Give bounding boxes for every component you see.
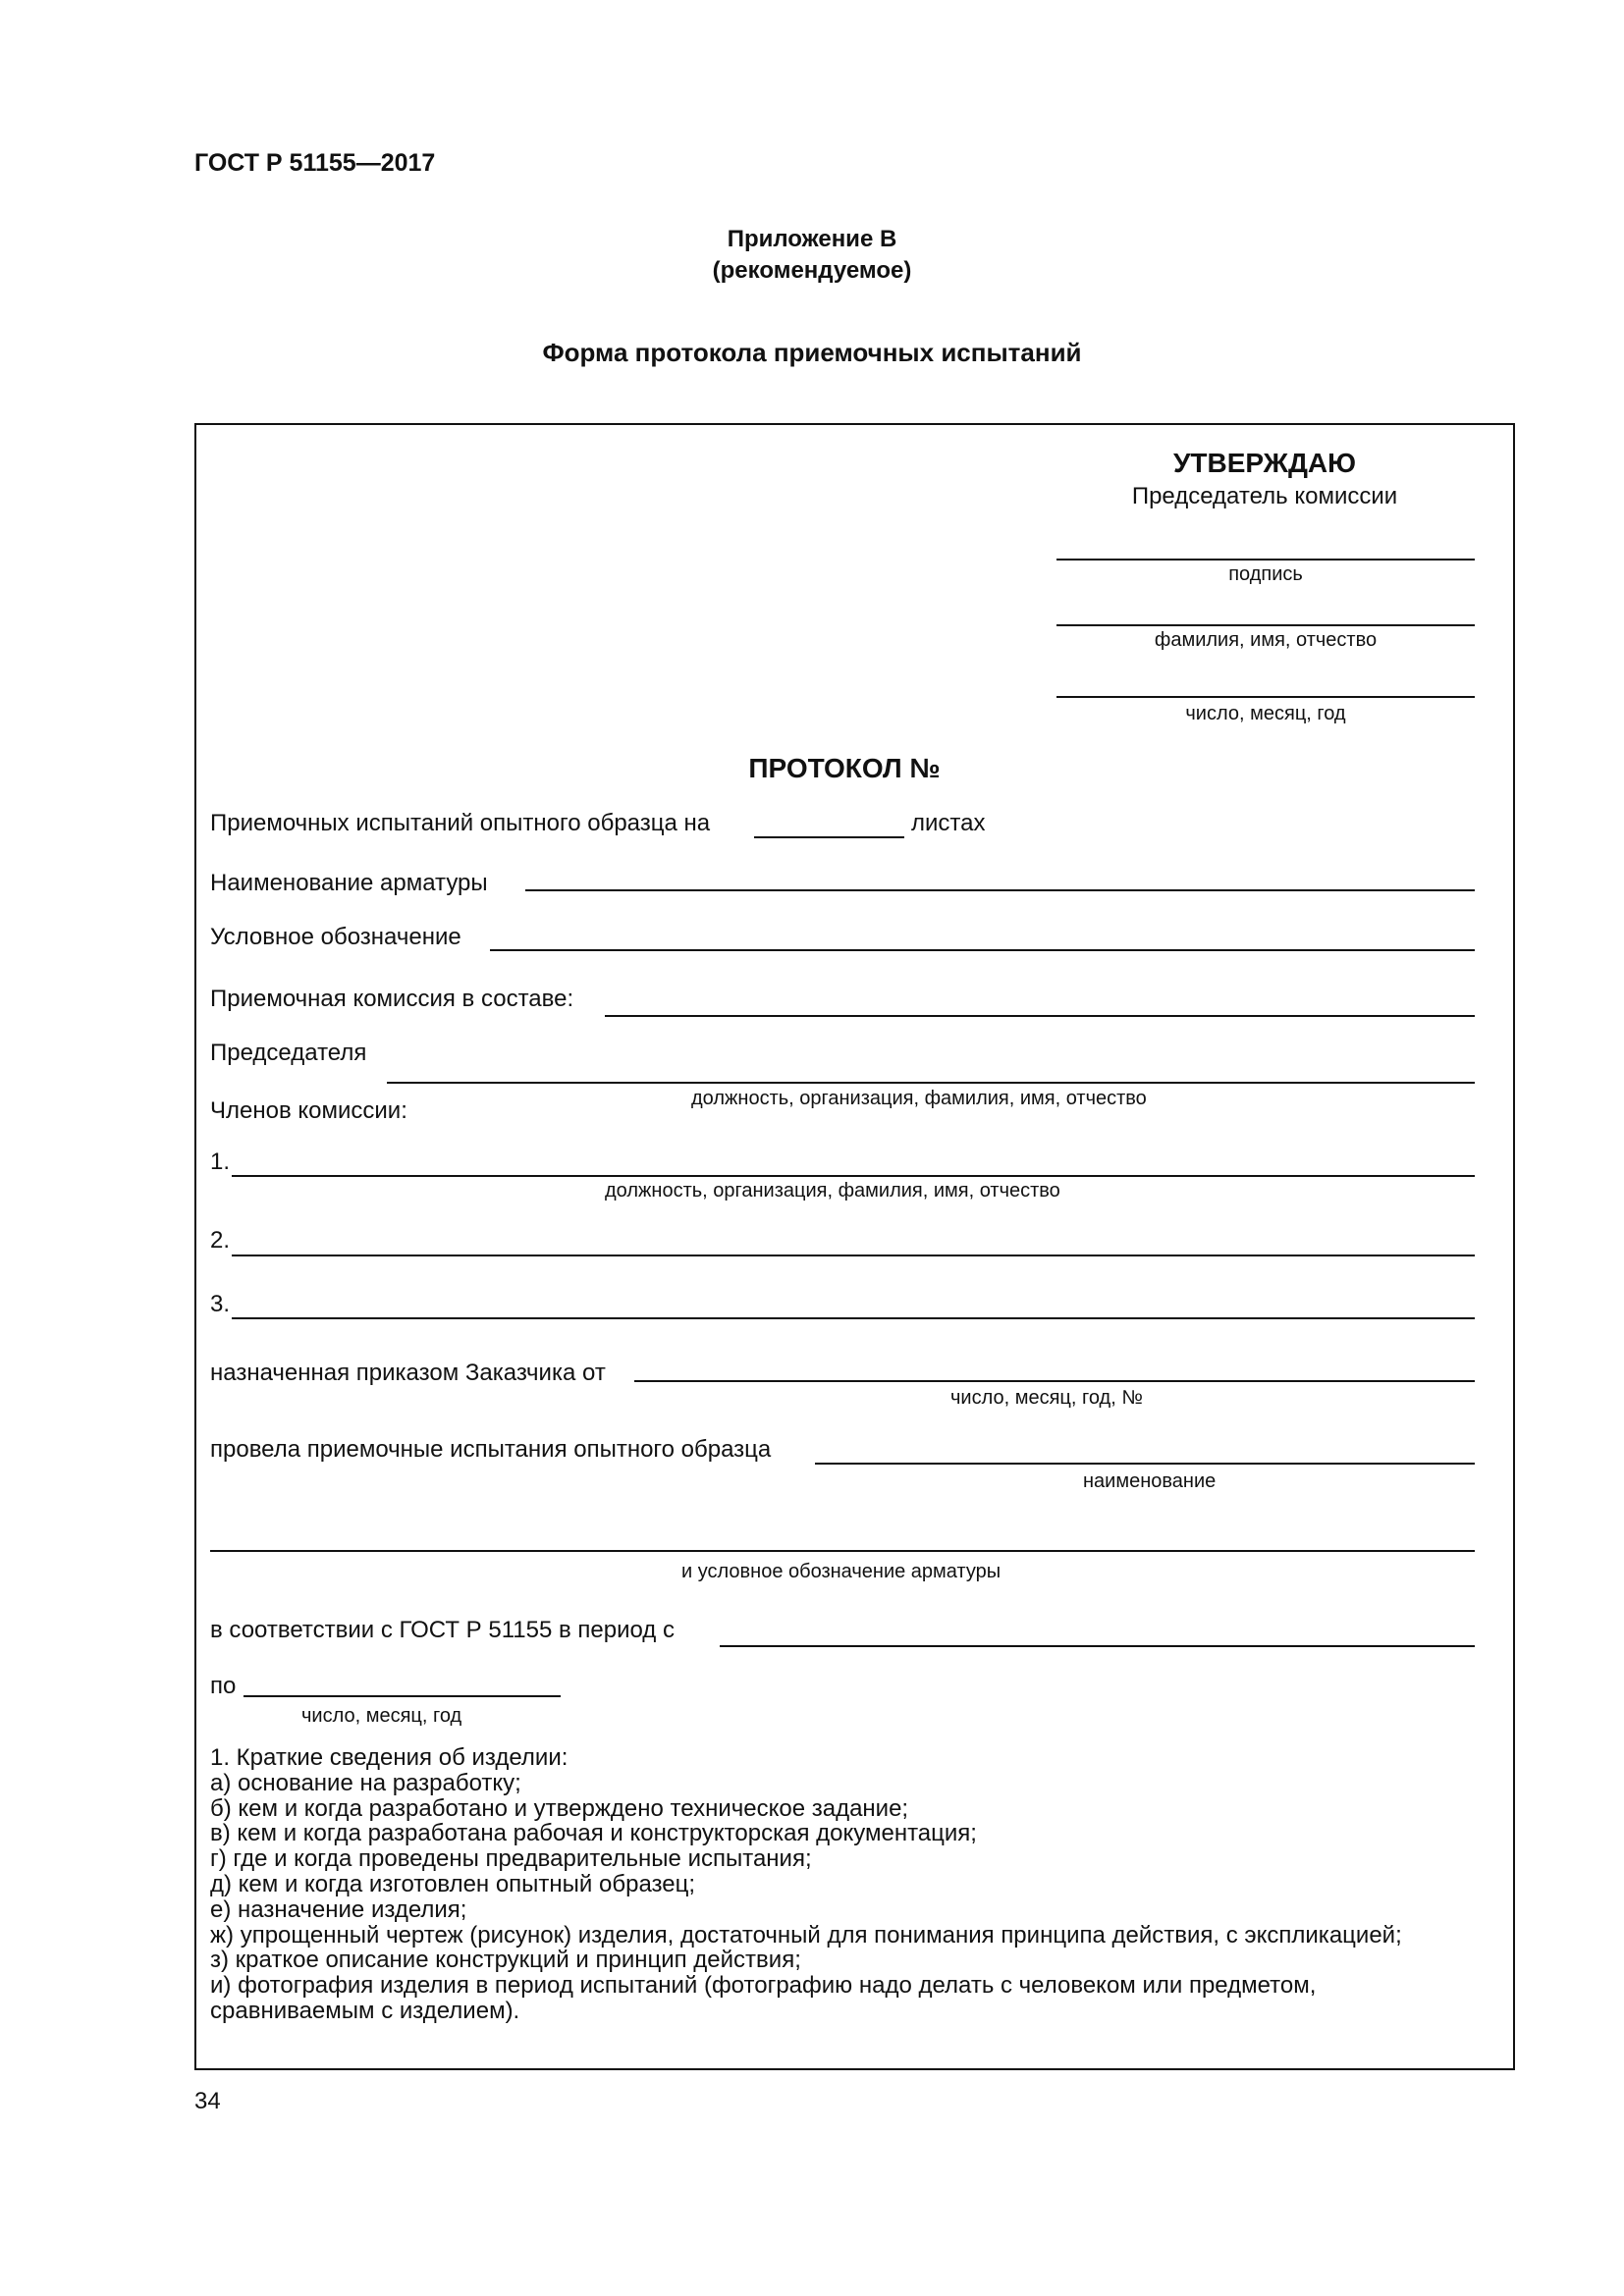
approve-date-caption: число, месяц, год (1185, 703, 1346, 724)
item-name-label: Наименование арматуры (210, 870, 488, 896)
list-item: 1. Краткие сведения об изделии: (210, 1744, 568, 1771)
members-label: Членов комиссии: (210, 1097, 407, 1124)
period-to-line[interactable] (244, 1695, 561, 1697)
order-caption: число, месяц, год, № (950, 1387, 1143, 1409)
list-item: а) основание на разработку; (210, 1769, 521, 1796)
approve-title: УТВЕРЖДАЮ (1172, 448, 1357, 478)
commission-label: Приемочная комиссия в составе: (210, 986, 574, 1012)
period-to-caption: число, месяц, год (301, 1705, 462, 1727)
approve-role: Председатель комиссии (1131, 483, 1398, 509)
member-1-number: 1. (210, 1148, 231, 1175)
member-2-number: 2. (210, 1227, 231, 1254)
appendix-subtitle: (рекомендуемое) (712, 257, 912, 284)
list-item: сравниваемым с изделием). (210, 1997, 520, 2024)
period-from-line[interactable] (720, 1645, 1475, 1647)
chairman-label: Председателя (210, 1040, 367, 1066)
list-item: г) где и когда проведены предварительные испытания; (210, 1845, 812, 1873)
member-1-caption: должность, организация, фамилия, имя, отчество (605, 1180, 1060, 1201)
sheets-label: Приемочных испытаний опытного образца на (210, 810, 711, 836)
period-from-label: в соответствии с ГОСТ Р 51155 в период с (210, 1617, 675, 1643)
appendix-title: Приложение В (727, 226, 897, 252)
order-line[interactable] (634, 1380, 1475, 1382)
item-name-line[interactable] (525, 889, 1475, 891)
list-item: б) кем и когда разработано и утверждено техническое задание; (210, 1794, 909, 1822)
member-2-line[interactable] (232, 1255, 1475, 1256)
list-item: в) кем и когда разработана рабочая и конструкторская документация; (210, 1820, 977, 1847)
sheets-count-line[interactable] (754, 836, 904, 838)
tested-name-line[interactable] (815, 1463, 1475, 1465)
member-3-number: 3. (210, 1291, 231, 1317)
tested-label: провела приемочные испытания опытного образца (210, 1436, 772, 1463)
info-list (210, 1745, 1402, 2024)
signature-caption: подпись (1228, 563, 1303, 585)
protocol-title: ПРОТОКОЛ № (748, 753, 941, 783)
member-1-line[interactable] (232, 1175, 1475, 1177)
period-to-label: по (210, 1673, 237, 1699)
form-title: Форма протокола приемочных испытаний (542, 338, 1082, 367)
list-item: д) кем и когда изготовлен опытный образец; (210, 1870, 696, 1897)
chairman-line[interactable] (387, 1082, 1475, 1084)
designation-label: Условное обозначение (210, 924, 461, 950)
list-item: и) фотография изделия в период испытаний (фотографию надо делать с человеком или предметом, (210, 1972, 1317, 2000)
chairman-caption: должность, организация, фамилия, имя, отчество (691, 1088, 1147, 1109)
page-number: 34 (194, 2088, 221, 2114)
member-3-line[interactable] (232, 1317, 1475, 1319)
commission-line[interactable] (605, 1015, 1475, 1017)
approver-name-caption: фамилия, имя, отчество (1154, 629, 1378, 651)
tested-designation-line[interactable] (210, 1550, 1475, 1552)
approver-name-line[interactable] (1056, 624, 1475, 626)
tested-designation-caption: и условное обозначение арматуры (681, 1561, 1001, 1582)
tested-name-caption: наименование (1083, 1470, 1217, 1492)
list-item: е) назначение изделия; (210, 1896, 467, 1923)
standard-header: ГОСТ Р 51155—2017 (194, 149, 436, 177)
signature-line[interactable] (1056, 559, 1475, 561)
list-item: ж) упрощенный чертеж (рисунок) изделия, достаточный для понимания принципа действия, с экспликацией; (210, 1921, 1402, 1949)
sheets-suffix: листах (911, 810, 986, 836)
list-item: з) краткое описание конструкций и принцип действия; (210, 1947, 801, 1974)
approve-date-line[interactable] (1056, 696, 1475, 698)
designation-line[interactable] (490, 949, 1475, 951)
order-label: назначенная приказом Заказчика от (210, 1360, 606, 1386)
